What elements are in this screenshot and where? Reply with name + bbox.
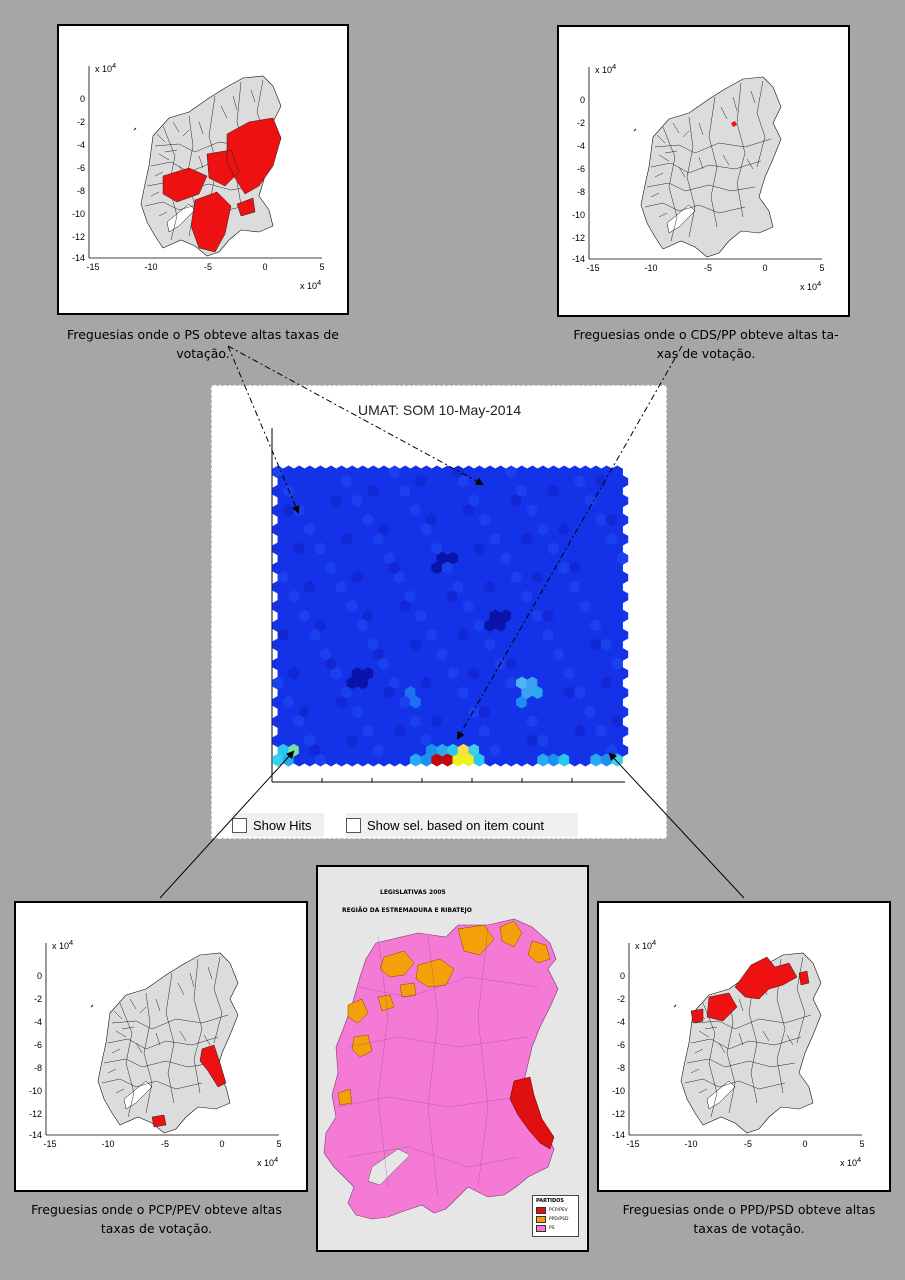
checkbox-box[interactable] bbox=[346, 818, 361, 833]
som-hex-cell bbox=[315, 754, 326, 766]
som-hex-cell bbox=[591, 754, 602, 766]
som-window bbox=[211, 385, 667, 839]
legend-swatch bbox=[536, 1207, 546, 1214]
som-hex-cell bbox=[580, 754, 591, 766]
plot-panel-pcp bbox=[14, 901, 308, 1192]
map-legend bbox=[532, 1195, 579, 1237]
plot-panel-ps bbox=[57, 24, 349, 315]
checkbox-box[interactable] bbox=[232, 818, 247, 833]
som-hex-cell bbox=[442, 754, 453, 766]
plot-panel-psd bbox=[597, 901, 891, 1192]
som-hex-cell bbox=[463, 754, 474, 766]
som-hex-cell bbox=[495, 754, 506, 766]
legend-item: PPD/PSD bbox=[533, 1215, 578, 1224]
x-exponent: x $10^4$ bbox=[300, 278, 322, 291]
x-exponent: x $10^4$ bbox=[800, 279, 822, 292]
som-hex-cell bbox=[273, 754, 284, 766]
election-map bbox=[316, 865, 589, 1252]
som-hex-cell bbox=[559, 754, 570, 766]
map-title: LEGISLATIVAS 2005 bbox=[380, 889, 446, 896]
som-hex-cell bbox=[326, 754, 337, 766]
legend-swatch bbox=[536, 1225, 546, 1232]
som-hex-cell bbox=[304, 754, 315, 766]
som-hex-cell bbox=[612, 754, 623, 766]
som-hex-cell bbox=[421, 754, 432, 766]
y-exponent: x $10^4$ bbox=[635, 938, 657, 951]
som-hex-cell bbox=[357, 754, 368, 766]
y-exponent: x $10^4$ bbox=[595, 62, 617, 75]
y-exponent: x $10^4$ bbox=[52, 938, 74, 951]
som-hex-cell bbox=[601, 754, 612, 766]
som-hex-cell bbox=[432, 754, 443, 766]
x-exponent: x $10^4$ bbox=[257, 1155, 279, 1168]
som-hex-cell bbox=[569, 754, 580, 766]
som-hex-cell bbox=[485, 754, 496, 766]
show-sel-label: Show sel. based on item count bbox=[367, 817, 545, 833]
som-hex-cell bbox=[453, 754, 464, 766]
som-hex-cell bbox=[283, 754, 294, 766]
legend-item: PCP/PEV bbox=[533, 1206, 578, 1215]
som-hex-cell bbox=[389, 754, 400, 766]
y-exponent: x $10^4$ bbox=[95, 61, 117, 74]
legend-title: PARTIDOS bbox=[536, 1198, 564, 1204]
som-hex-cell bbox=[347, 754, 358, 766]
som-hex-grid bbox=[273, 466, 628, 766]
som-hex-cell bbox=[410, 754, 421, 766]
som-hex-cell bbox=[527, 754, 538, 766]
legend-item: PS bbox=[533, 1224, 578, 1233]
caption-cds: Freguesias onde o CDS/PP obteve altas ta- xas de votação. bbox=[573, 327, 839, 361]
som-hex-cell bbox=[538, 754, 549, 766]
map-subtitle: REGIÃO DA ESTREMADURA E RIBATEJO bbox=[342, 907, 472, 914]
som-hex-cell bbox=[368, 754, 379, 766]
som-hex-cell bbox=[379, 754, 390, 766]
som-hex-cell bbox=[336, 754, 347, 766]
som-hex-cell bbox=[506, 754, 517, 766]
som-hex-cell bbox=[548, 754, 559, 766]
caption-psd: Freguesias onde o PPD/PSD obteve altas taxas de votação. bbox=[622, 1202, 876, 1236]
som-hex-cell bbox=[516, 754, 527, 766]
show-hits-checkbox[interactable] bbox=[232, 813, 324, 837]
som-map-svg bbox=[212, 386, 668, 806]
som-title: UMAT: SOM 10-May-2014 bbox=[358, 402, 522, 418]
caption-pcp: Freguesias onde o PCP/PEV obteve altas taxas de votação. bbox=[31, 1202, 282, 1236]
som-hex-cell bbox=[294, 754, 305, 766]
legend-swatch bbox=[536, 1216, 546, 1223]
x-exponent: x $10^4$ bbox=[840, 1155, 862, 1168]
som-hex-cell bbox=[400, 754, 411, 766]
som-hex-cell bbox=[474, 754, 485, 766]
caption-ps: Freguesias onde o PS obteve altas taxas de votação. bbox=[67, 327, 339, 361]
show-hits-label: Show Hits bbox=[253, 817, 312, 833]
show-sel-checkbox[interactable] bbox=[346, 813, 578, 837]
plot-panel-cds bbox=[557, 25, 850, 317]
